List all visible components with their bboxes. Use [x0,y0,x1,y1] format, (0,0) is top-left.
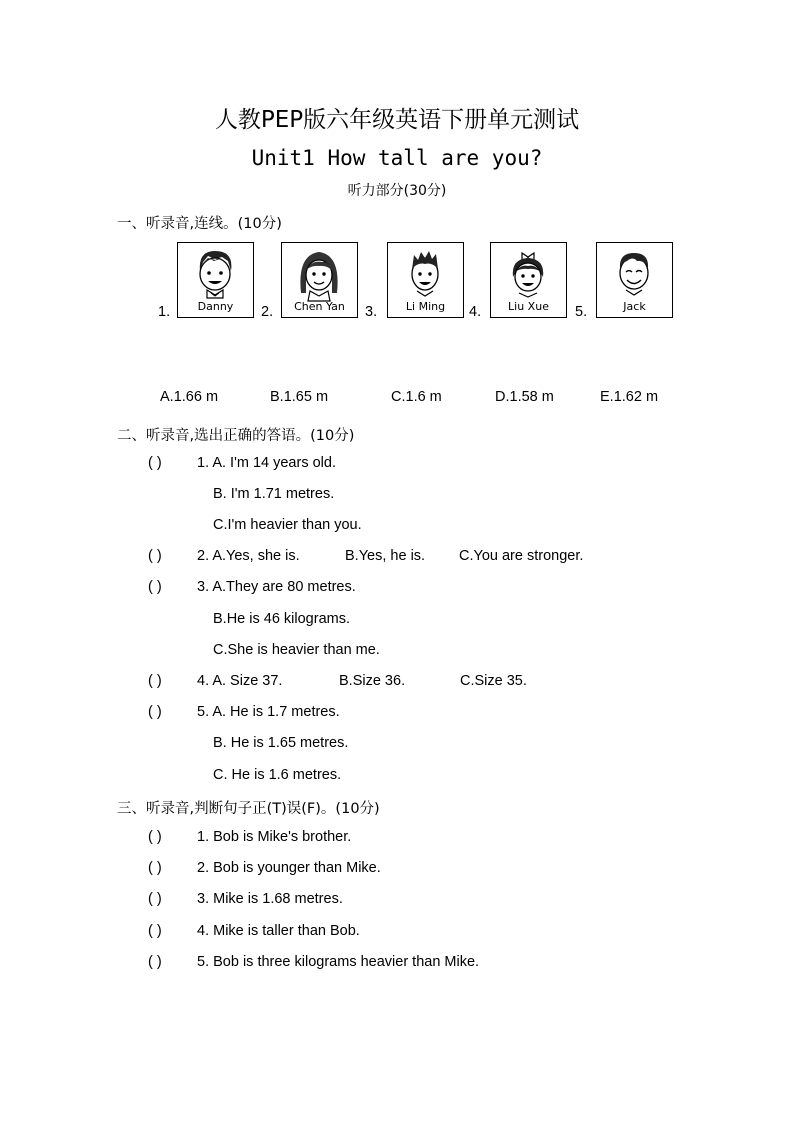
section-1-heading: 一、听录音,连线。(10分) [117,216,282,232]
picture-name: Liu Xue [508,300,549,313]
picture-number: 4. [469,304,482,320]
picture-name: Li Ming [405,300,446,313]
picture-chen-yan[interactable] [281,242,358,318]
statement-line: 3. Mike is 1.68 metres. [197,891,343,907]
question-line: 1. A. I'm 14 years old. [197,455,336,471]
question-line: C.She is heavier than me. [213,642,380,658]
option-a: A.1.66 m [160,389,219,405]
picture-number: 2. [261,304,274,320]
section-2-heading: 二、听录音,选出正确的答语。(10分) [117,428,355,444]
question-line: 3. A.They are 80 metres. [197,579,356,595]
picture-name: Chen Yan [294,300,345,313]
picture-number: 5. [575,304,588,320]
picture-liu-xue[interactable] [490,242,567,318]
girl-face-icon [282,243,357,303]
question-line: B.Yes, he is. [345,548,426,564]
statement-line: 4. Mike is taller than Bob. [197,923,360,939]
question-line: 4. A. Size 37. [197,673,283,689]
question-line: C. He is 1.6 metres. [213,767,342,783]
statement-line: 2. Bob is younger than Mike. [197,860,381,876]
part-label: 听力部分(30分) [347,183,447,199]
answer-blank[interactable]: ( ) [148,860,162,876]
question-line: 5. A. He is 1.7 metres. [197,704,340,720]
statement-line: 1. Bob is Mike's brother. [197,829,352,845]
answer-blank[interactable]: ( ) [148,891,162,907]
option-b: B.1.65 m [270,389,329,405]
question-line: C.You are stronger. [459,548,584,564]
picture-name: Danny [197,300,234,313]
section-3-heading: 三、听录音,判断句子正(T)误(F)。(10分) [117,801,380,817]
boy-face-icon [597,243,672,303]
question-line: B. I'm 1.71 metres. [213,486,335,502]
answer-blank[interactable]: ( ) [148,579,162,595]
answer-blank[interactable]: ( ) [148,455,162,471]
answer-blank[interactable]: ( ) [148,954,162,970]
picture-jack[interactable] [596,242,673,318]
unit-title: Unit1 How tall are you? [251,146,543,170]
answer-blank[interactable]: ( ) [148,923,162,939]
boy-face-icon [388,243,463,303]
picture-danny[interactable] [177,242,254,318]
question-line: C.Size 35. [460,673,527,689]
answer-blank[interactable]: ( ) [148,829,162,845]
boy-face-icon [178,243,253,303]
question-line: B. He is 1.65 metres. [213,735,349,751]
answer-blank[interactable]: ( ) [148,704,162,720]
picture-name: Jack [623,300,646,313]
option-e: E.1.62 m [600,389,659,405]
answer-blank[interactable]: ( ) [148,673,162,689]
statement-line: 5. Bob is three kilograms heavier than Mike. [197,954,480,970]
page-title: 人教PEP版六年级英语下册单元测试 [214,107,580,133]
question-line: 2. A.Yes, she is. [197,548,300,564]
question-line: B.He is 46 kilograms. [213,611,350,627]
picture-number: 3. [365,304,378,320]
question-line: C.I'm heavier than you. [213,517,362,533]
girl-face-icon [491,243,566,303]
option-d: D.1.58 m [495,389,554,405]
option-c: C.1.6 m [391,389,442,405]
question-line: B.Size 36. [339,673,406,689]
picture-li-ming[interactable] [387,242,464,318]
picture-number: 1. [158,304,171,320]
answer-blank[interactable]: ( ) [148,548,162,564]
